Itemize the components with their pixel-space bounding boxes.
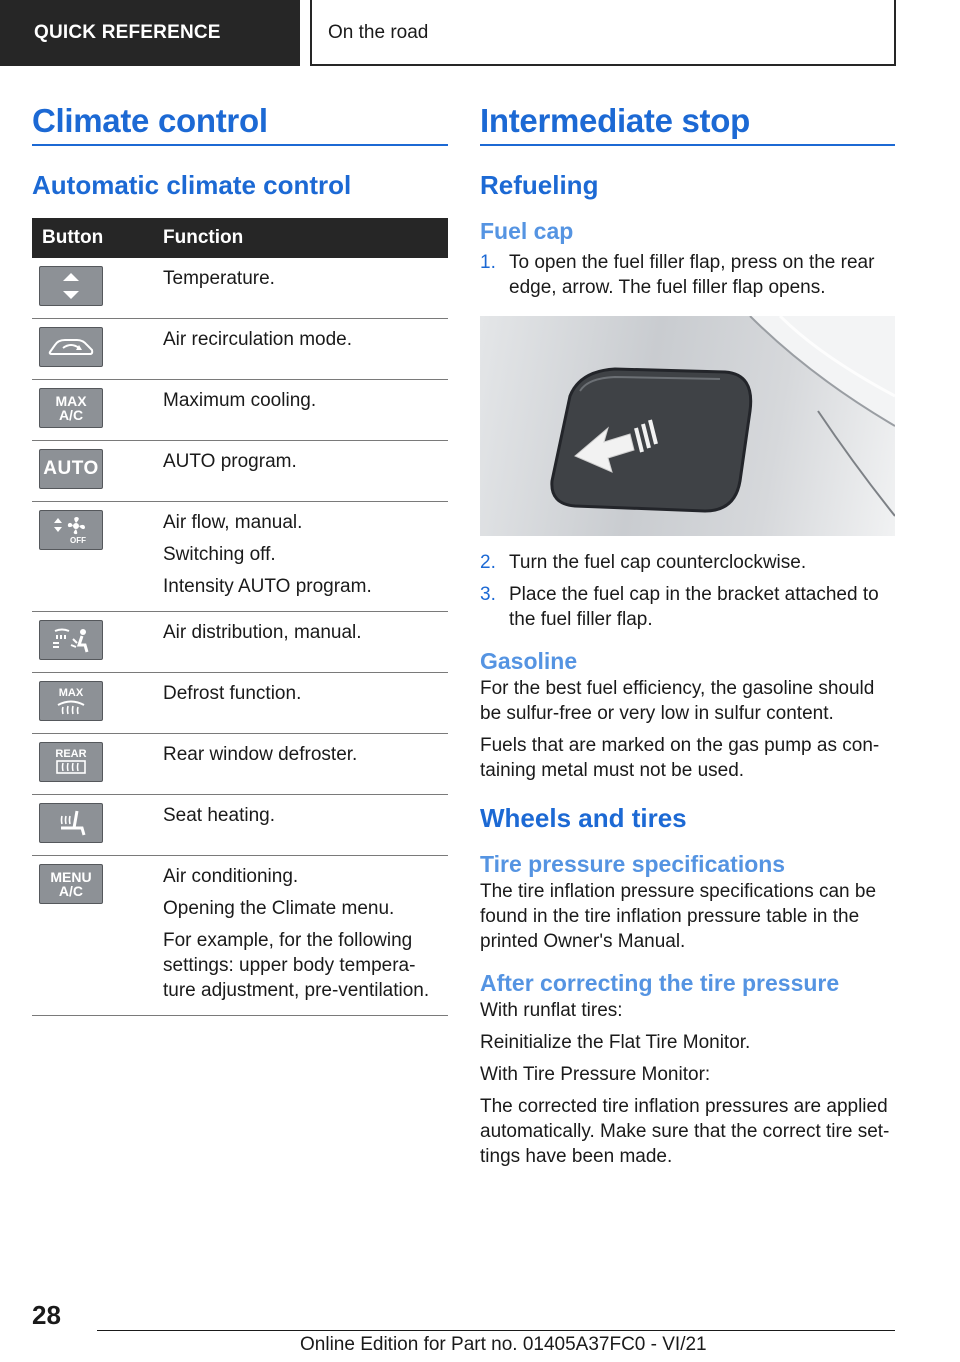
fuel-cap-steps [480,250,895,300]
list-item [480,582,895,632]
function-text: Seat heating. [163,805,275,826]
icon-label: MAX [55,393,87,409]
paragraph: The tire inflation pressure specifications can be found in the tire inflation pressure table in the printed Owner's Manual. [480,881,877,952]
icon-label: MAX [58,687,84,699]
function-text: For example, for the following settings: upper body tempera-ture adjustment, pre-ventilation. [163,930,430,1001]
footer-divider [97,1330,895,1331]
left-column [32,96,448,1016]
icon-label: A/C [58,407,84,423]
paragraph: For the best fuel efficiency, the gasoline should be sulfur-free or very low in sulfur content. [480,678,875,724]
icon-label: OFF [70,536,86,545]
function-text: Defrost function. [163,683,302,704]
table-row [32,380,448,441]
subtitle-wheels-tires: Wheels and tires [480,803,687,833]
function-text: Air flow, manual. [163,512,303,533]
function-text: Air recirculation mode. [163,329,353,350]
table-row [32,795,448,856]
paragraph: The corrected tire inflation pressures are applied automatically. Make sure that the correct tire set-tings have been made. [480,1096,890,1167]
menu-ac-icon [39,864,103,904]
subtitle-automatic-climate: Automatic climate control [32,170,352,200]
step-text: Turn the fuel cap counterclockwise. [509,552,807,573]
step-number: 3. [480,584,496,605]
table-header [32,218,448,258]
paragraph: Reinitialize the Flat Tire Monitor. [480,1032,751,1053]
climate-button-table [32,218,448,1016]
right-column [480,96,895,1176]
icon-label: REAR [55,748,87,760]
function-text: AUTO program. [163,451,297,472]
step-text: Place the fuel cap in the bracket attached to the fuel filler flap. [509,584,879,630]
fan-off-icon [39,510,103,550]
footer-edition: Online Edition for Part no. 01405A37FC0 - VI/21 [300,1334,707,1355]
table-row [32,673,448,734]
step-number: 2. [480,552,496,573]
function-text: Air conditioning. [163,866,299,887]
function-text: Switching off. [163,544,276,565]
function-text: Opening the Climate menu. [163,898,395,919]
fuel-filler-flap-image [480,316,895,536]
function-text: Maximum cooling. [163,390,317,411]
table-header-function: Function [163,227,244,248]
heading-gasoline: Gasoline [480,648,578,674]
fuel-cap-steps-continued [480,550,895,632]
heading-tire-pressure-specs: Tire pressure specifications [480,851,786,877]
seat-heating-icon [39,803,103,843]
function-text: Rear window defroster. [163,744,358,765]
auto-icon [39,449,103,489]
function-text: Temperature. [163,268,275,289]
table-row [32,856,448,1016]
list-item [480,550,895,575]
step-number: 1. [480,252,496,273]
function-text: Intensity AUTO program. [163,576,372,597]
tire-spec-text [480,879,895,954]
header-chapter: On the road [310,0,896,66]
temperature-arrows-icon [39,266,103,306]
header-section-tab: QUICK REFERENCE [0,0,300,66]
paragraph: Fuels that are marked on the gas pump as con-taining metal must not be used. [480,735,880,781]
table-row [32,441,448,502]
air-recirculation-icon [39,327,103,367]
section-title-climate: Climate control [32,96,448,146]
icon-label: A/C [58,883,84,899]
function-text: Air distribution, manual. [163,622,362,643]
max-defrost-icon [39,681,103,721]
rear-defrost-icon [39,742,103,782]
table-header-button: Button [42,227,104,248]
paragraph: With runflat tires: [480,1000,623,1021]
table-row [32,319,448,380]
max-ac-icon [39,388,103,428]
icon-label: MENU [50,869,92,885]
list-item [480,250,895,300]
table-row [32,258,448,319]
heading-after-correcting: After correcting the tire pressure [480,970,840,996]
section-title-intermediate-stop: Intermediate stop [480,96,895,146]
heading-fuel-cap: Fuel cap [480,218,574,244]
air-distribution-icon [39,620,103,660]
table-row [32,612,448,673]
gasoline-text [480,676,895,783]
step-text: To open the fuel filler flap, press on the rear edge, arrow. The fuel filler flap opens. [509,252,875,298]
page-number: 28 [32,1300,61,1330]
after-correcting-text [480,998,895,1169]
table-row [32,502,448,612]
table-row [32,734,448,795]
paragraph: With Tire Pressure Monitor: [480,1064,711,1085]
subtitle-refueling: Refueling [480,170,599,200]
icon-label: AUTO [43,458,99,479]
